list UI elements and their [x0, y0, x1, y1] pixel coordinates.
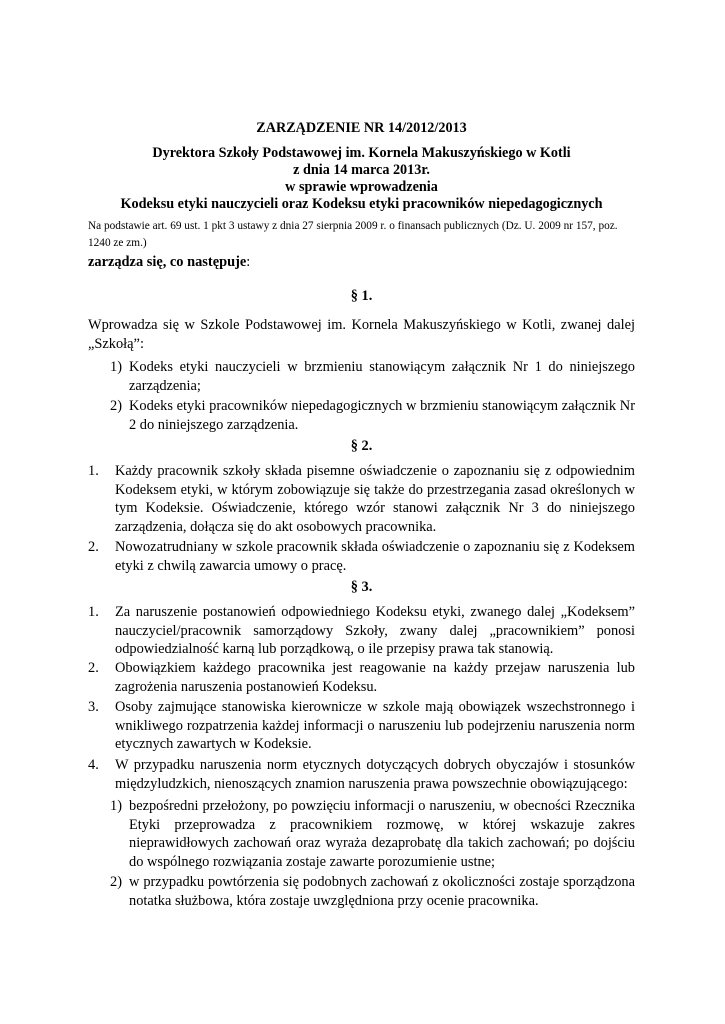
list-number: 1) — [110, 359, 122, 375]
section-2-heading: § 2. — [350, 438, 373, 454]
list-text: Osoby zajmujące stanowiska kierownicze w szkole mają obowiązek wszechstronnego i wnikliwego rozpatrzenia każdej informacji o naruszeniu lub podejrzeniu naruszenia norm etycznych zawartych w Kodeksie. — [115, 699, 635, 752]
list-text: Każdy pracownik szkoły składa pisemne oświadczenie o zapoznaniu się z odpowiednim Kodeksem etyki, w którym zobowiązuje się także do przestrzegania zasad określonych w tym Kodeksie. Oświadczenie, którego wzór stanowi załącznik Nr 3 do niniejszego zarządzenia, dołącza się do akt osobowych pracownika. — [115, 463, 635, 535]
decree-colon: : — [246, 254, 251, 270]
section-3-heading: § 3. — [350, 579, 373, 595]
list-text: Za naruszenie postanowień odpowiedniego Kodeksu etyki, zwanego dalej „Kodeksem” nauczyciel/pracownik samorządowy Szkoły, zwany dalej „pracownikiem” ponosi odpowiedzialność karną lub porządkową, o ile przepisy prawa tak stanowią. — [115, 604, 635, 657]
list-number: 3. — [88, 699, 99, 715]
list-number: 2. — [88, 660, 99, 676]
list-number: 2) — [110, 874, 122, 890]
list-text: Kodeks etyki pracowników niepedagogicznych w brzmieniu stanowiącym załącznik Nr 2 do niniejszego zarządzenia. — [129, 398, 635, 433]
document-title: ZARZĄDZENIE NR 14/2012/2013 — [256, 120, 467, 136]
issuer-line: Dyrektora Szkoły Podstawowej im. Kornela Makuszyńskiego w Kotli — [152, 145, 571, 161]
subject-intro-line: w sprawie wprowadzenia — [285, 179, 438, 195]
list-text: Nowozatrudniany w szkole pracownik składa oświadczenie o zapoznaniu się z Kodeksem etyki z chwilą zawarcia umowy o pracę. — [115, 539, 635, 574]
list-number: 2) — [110, 398, 122, 414]
section-1-intro: Wprowadza się w Szkole Podstawowej im. Kornela Makuszyńskiego w Kotli, zwanej dalej „Szkołą”: — [88, 317, 635, 352]
list-number: 1. — [88, 604, 99, 620]
date-line: z dnia 14 marca 2013r. — [293, 162, 430, 178]
list-text: w przypadku powtórzenia się podobnych zachowań z okoliczności zostaje sporządzona notatka służbowa, która zostaje uwzględniona przy ocenie pracownika. — [129, 874, 635, 909]
list-number: 2. — [88, 539, 99, 555]
list-number: 4. — [88, 757, 99, 773]
section-1-heading: § 1. — [350, 288, 373, 304]
list-text: Obowiązkiem każdego pracownika jest reagowanie na każdy przejaw naruszenia lub zagrożenia naruszenia postanowień Kodeksu. — [115, 660, 635, 695]
decree-statement — [88, 253, 250, 271]
decree-bold: zarządza się, co następuje — [88, 254, 247, 270]
subject-line: Kodeksu etyki nauczycieli oraz Kodeksu etyki pracowników niepedagogicznych — [120, 196, 603, 212]
legal-basis: Na podstawie art. 69 ust. 1 pkt 3 ustawy z dnia 27 sierpnia 2009 r. o finansach publicznych (Dz. U. 2009 nr 157, poz. 1240 ze zm.) — [88, 220, 618, 249]
list-number: 1) — [110, 798, 122, 814]
list-text: bezpośredni przełożony, po powzięciu informacji o naruszeniu, w obecności Rzecznika Etyki przeprowadza z pracownikiem rozmowę, w której wskazuje zakres nieprawidłowych zachowań oraz wyraża dezaprobatę dla takich zachowań; po dojściu do wspólnego rozwiązania zostaje zawarte porozumienie ustne; — [129, 798, 635, 870]
list-number: 1. — [88, 463, 99, 479]
list-text: W przypadku naruszenia norm etycznych dotyczących dobrych obyczajów i stosunków międzyludzkich, nienoszących znamion naruszenia prawa powszechnie obowiązującego: — [115, 757, 635, 792]
list-text: Kodeks etyki nauczycieli w brzmieniu stanowiącym załącznik Nr 1 do niniejszego zarządzenia; — [129, 359, 635, 394]
